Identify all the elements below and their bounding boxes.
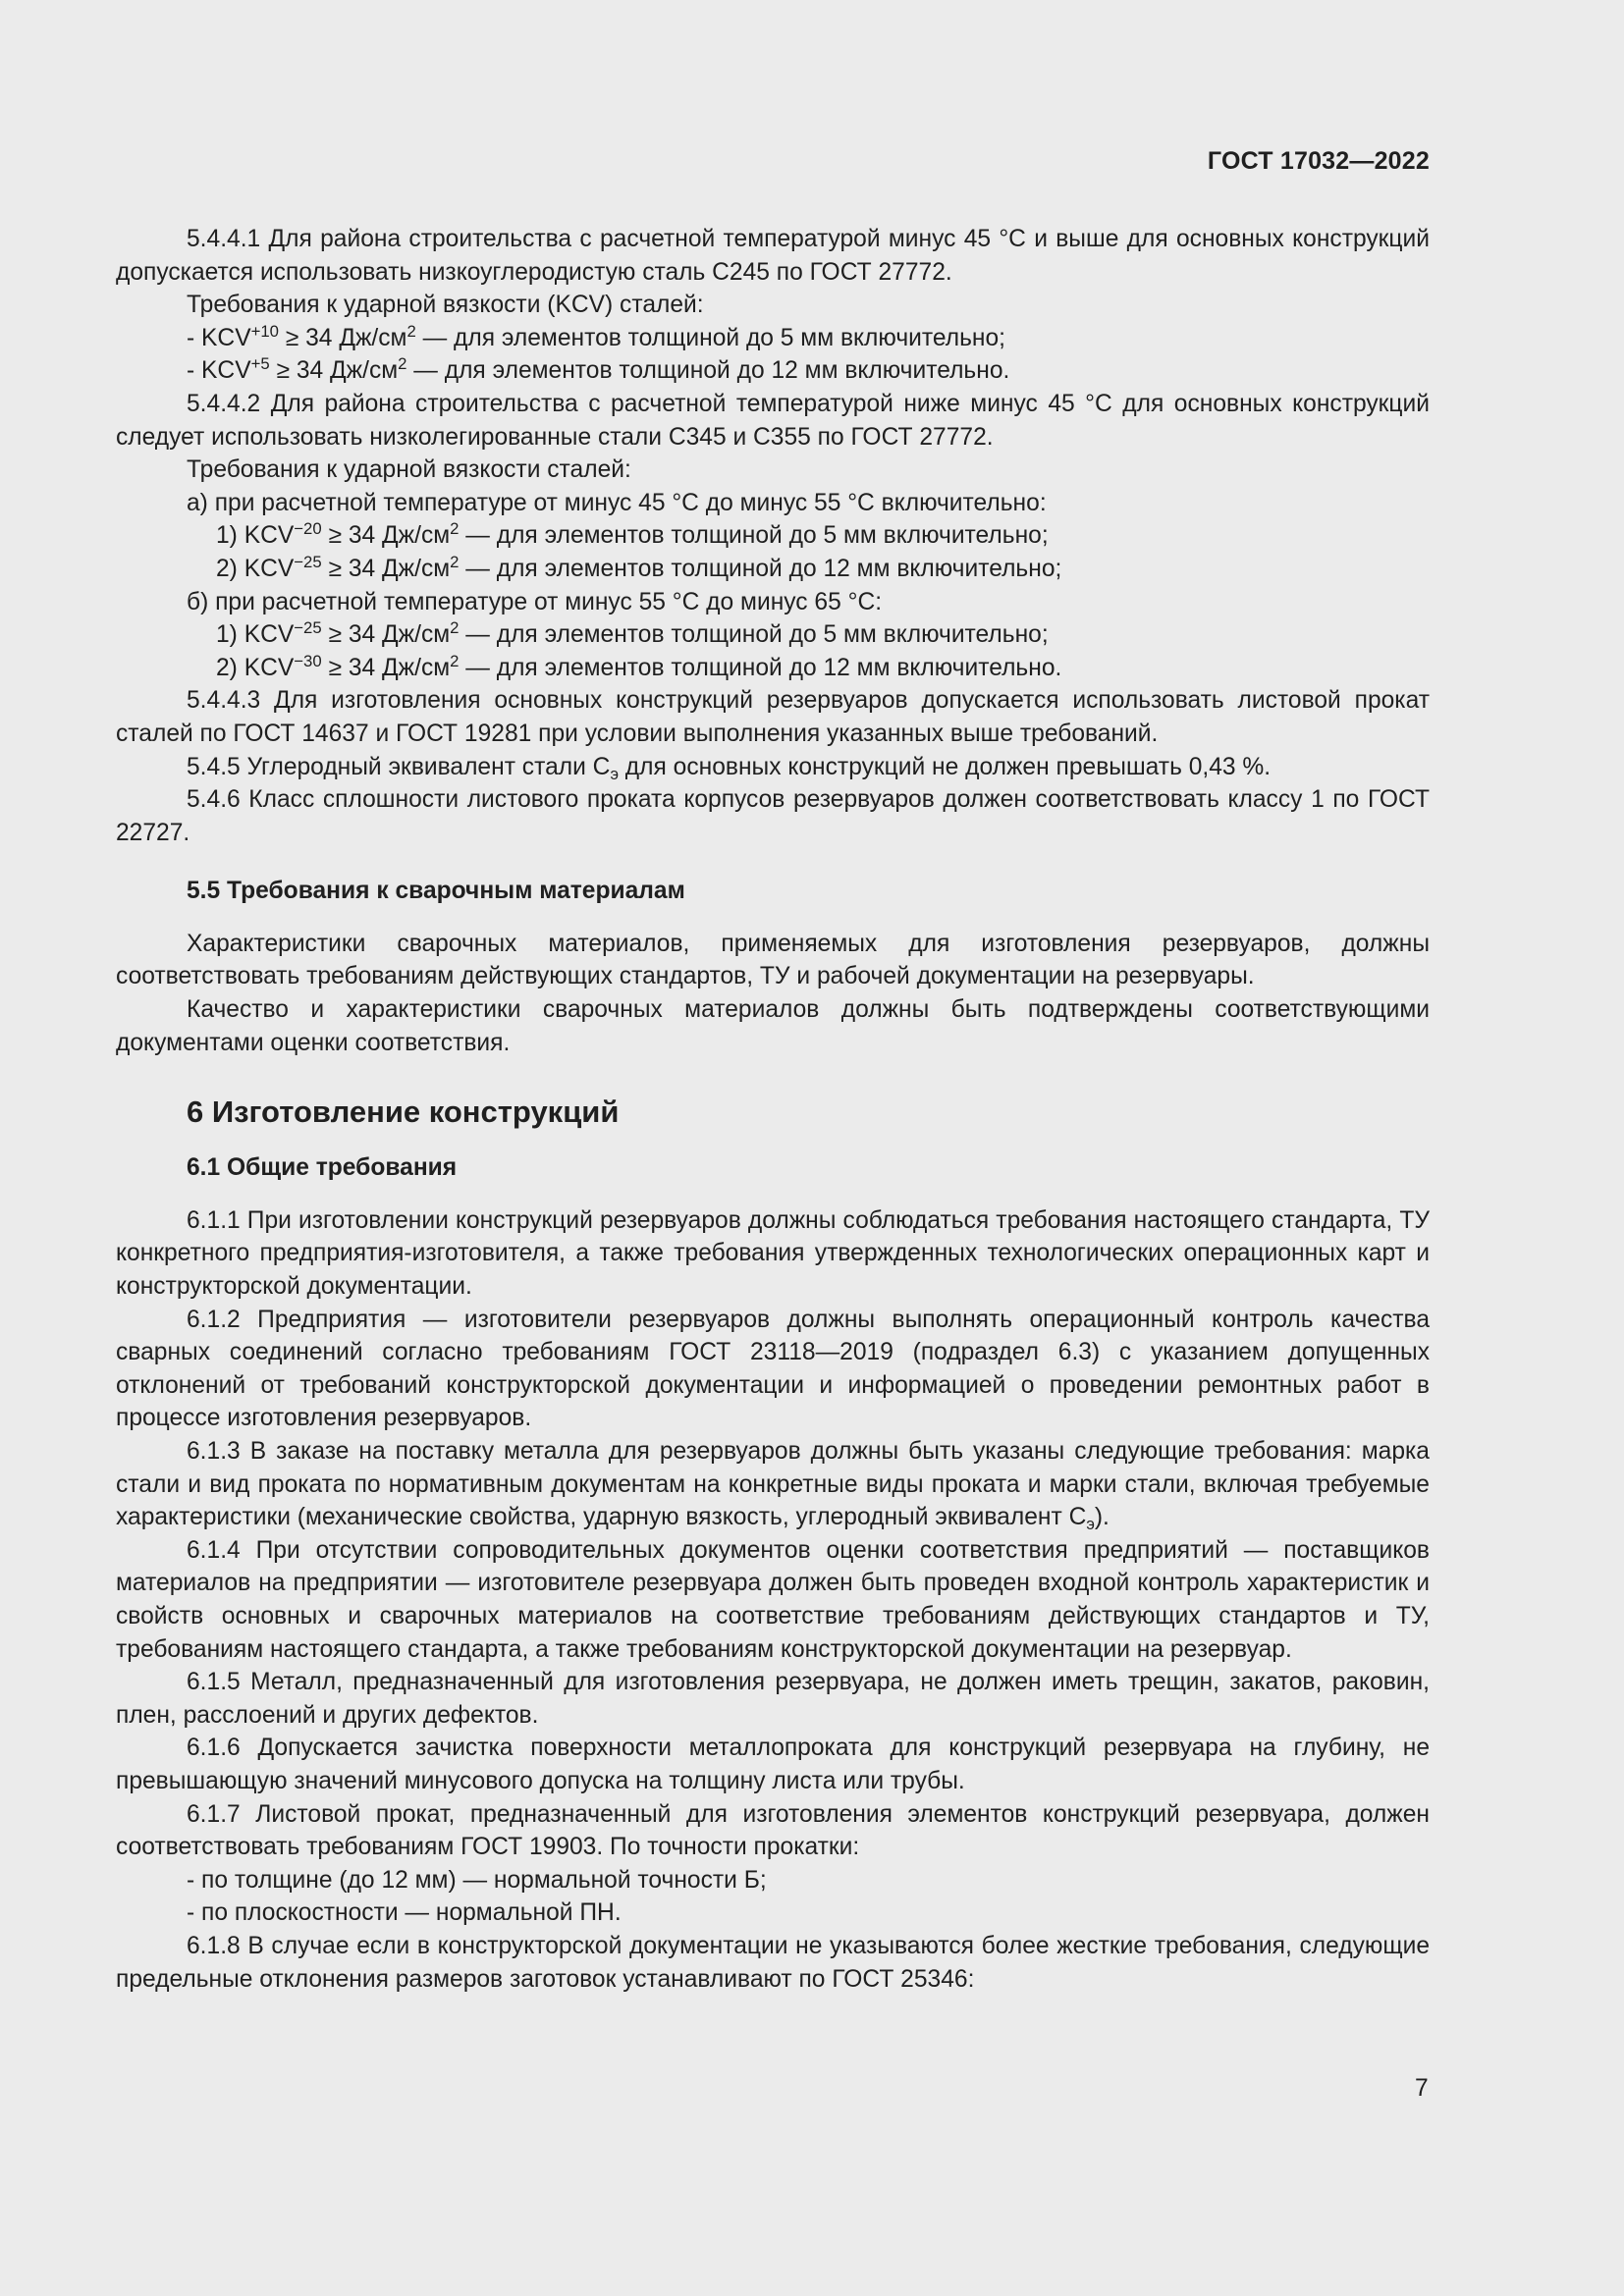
case-a-item-1: 1) $KCV^{-20} \ge 34$ $Дж/см^2$ — для элементов толщиной до 5 мм включительно; [216, 519, 1049, 550]
rolling-accuracy-item-1: - по толщине (до 12 мм) — нормальной точности Б; [187, 1866, 767, 1894]
paragraph-6-1-1: 6.1.1 При изготовлении конструкций резервуаров должны соблюдаться требования настоящего стандарта, ТУ конкретного предприятия-изготовителя, а также требования утвержденных технологических операционных карт и конструкторской документации. [116, 1206, 1430, 1301]
paragraph-6-1-8: 6.1.8 В случае если в конструкторской документации не указываются более жесткие требования, следующие предельные отклонения размеров заготовок устанавливают по ГОСТ 25346: [116, 1932, 1430, 1993]
page-number: 7 [1415, 2075, 1429, 2102]
paragraph-6-1-3: 6.1.3 В заказе на поставку металла для резервуаров должны быть указаны следующие требования: марка стали и вид проката по нормативным документам на конкретные виды проката и марки стали, включая требуемые характеристики (механические свойства, ударную вязкость, углеродный эквивалент $С_э$). [116, 1438, 1430, 1534]
kcv-item-1: - $KCV^{+10} \ge 34$ $Дж/см^2$ — для элементов толщиной до 5 мм включительно; [187, 321, 1005, 351]
paragraph-5-4-4-3: 5.4.4.3 Для изготовления основных конструкций резервуаров допускается использовать листовой прокат сталей по ГОСТ 14637 и ГОСТ 19281 при условии выполнения указанных выше требований. [116, 687, 1430, 747]
kcv-requirements-intro: Требования к ударной вязкости (KCV) сталей: [187, 292, 704, 319]
document-id-header: ГОСТ 17032—2022 [1207, 147, 1430, 175]
case-b-item-2: 2) $KCV^{-30} \ge 34$ $Дж/см^2$ — для элементов толщиной до 12 мм включительно. [216, 651, 1062, 681]
paragraph-6-1-2: 6.1.2 Предприятия — изготовители резервуаров должны выполнять операционный контроль качества сварных соединений согласно требованиям ГОСТ 23118—2019 (подраздел 6.3) с указанием допущенных отклонений от требований конструкторской документации и информацией о проведении ремонтных работ в процессе изготовления резервуаров. [116, 1306, 1430, 1432]
section-6-1-heading: 6.1 Общие требования [187, 1154, 458, 1182]
case-a-item-2: 2) $KCV^{-25} \ge 34$ $Дж/см^2$ — для элементов толщиной до 12 мм включительно; [216, 552, 1062, 582]
paragraph-6-1-7: 6.1.7 Листовой прокат, предназначенный для изготовления элементов конструкций резервуара, должен соответствовать требованиям ГОСТ 19903. По точности прокатки: [116, 1800, 1430, 1861]
paragraph-6-1-6: 6.1.6 Допускается зачистка поверхности металлопроката для конструкций резервуара на глубину, не превышающую значений минусового допуска на толщину листа или трубы. [116, 1735, 1430, 1794]
paragraph-5-4-5: 5.4.5 Углеродный эквивалент стали $С_э$ для основных конструкций не должен превышать 0,43 %. [187, 753, 1272, 783]
paragraph-5-4-4-2: 5.4.4.2 Для района строительства с расчетной температурой ниже минус 45 °С для основных конструкций следует использовать низколегированные стали С345 и С355 по ГОСТ 27772. [116, 390, 1430, 451]
paragraph-5-4-4-1: 5.4.4.1 Для района строительства с расчетной температурой минус 45 °С и выше для основных конструкций допускается использовать низкоуглеродистую сталь С245 по ГОСТ 27772. [116, 226, 1430, 286]
paragraph-5-4-6: 5.4.6 Класс сплошности листового проката корпусов резервуаров должен соответствовать классу 1 по ГОСТ 22727. [116, 786, 1430, 846]
paragraph-5-5-2: Качество и характеристики сварочных материалов должны быть подтверждены соответствующими документами оценки соответствия. [116, 996, 1430, 1056]
section-5-5-heading: 5.5 Требования к сварочным материалам [187, 878, 685, 905]
rolling-accuracy-item-2: - по плоскостности — нормальной ПН. [187, 1899, 622, 1927]
case-b: б) при расчетной температуре от минус 55 °С до минус 65 °С: [187, 588, 883, 615]
paragraph-6-1-4: 6.1.4 При отсутствии сопроводительных документов оценки соответствия предприятий — поставщиков материалов на предприятии — изготовителе резервуара должен быть проведен входной контроль характеристик и свойств основных и сварочных материалов на соответствие требованиям действующих стандартов и ТУ, требованиям настоящего стандарта, а также требованиям конструкторской документации на резервуар. [116, 1536, 1430, 1663]
page-content [116, 223, 1430, 1996]
paragraph-5-5-1: Характеристики сварочных материалов, применяемых для изготовления резервуаров, должны соответствовать требованиям действующих стандартов, ТУ и рабочей документации на резервуары. [116, 930, 1430, 990]
case-b-item-1: 1) $KCV^{-25} \ge 34$ $Дж/см^2$ — для элементов толщиной до 5 мм включительно; [216, 617, 1049, 649]
kcv-requirements-intro-2: Требования к ударной вязкости сталей: [187, 456, 631, 484]
section-6-heading: 6 Изготовление конструкций [187, 1095, 620, 1130]
kcv-item-2: - $KCV^{+5} \ge 34$ $Дж/см^2$ — для элементов толщиной до 12 мм включительно. [187, 354, 1010, 385]
paragraph-6-1-5: 6.1.5 Металл, предназначенный для изготовления резервуара, не должен иметь трещин, закатов, раковин, плен, расслоений и других дефектов. [116, 1669, 1430, 1729]
case-a: а) при расчетной температуре от минус 45 °С до минус 55 °С включительно: [187, 489, 1047, 516]
